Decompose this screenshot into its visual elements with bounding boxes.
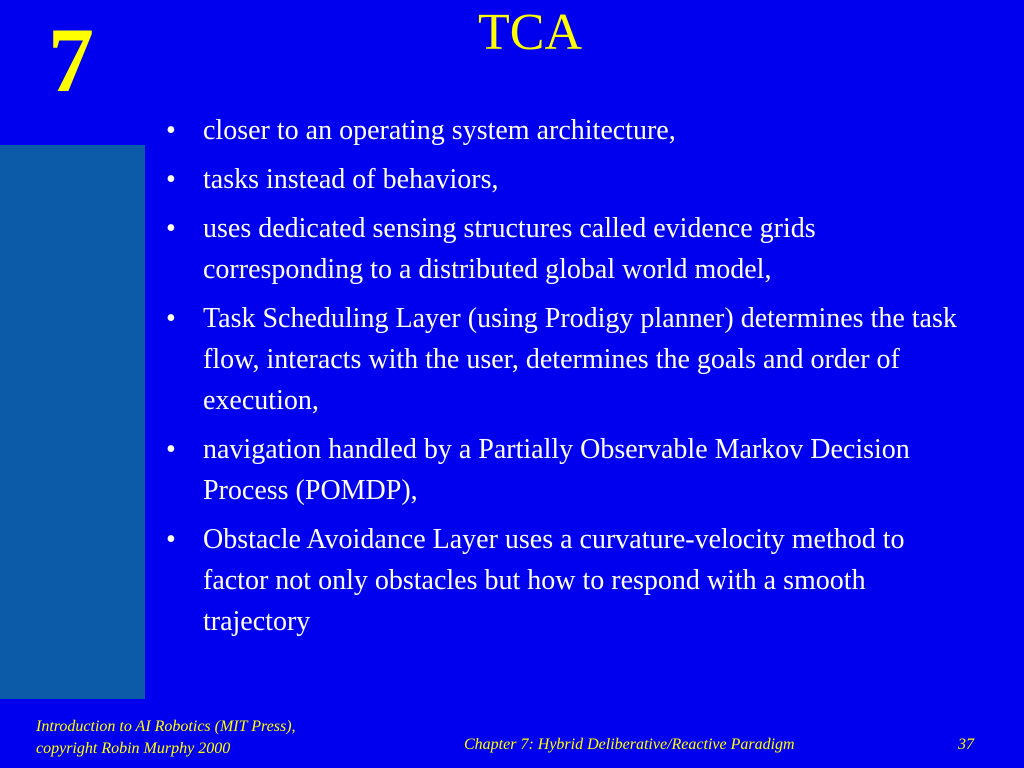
footer-copyright-line: copyright Robin Murphy 2000 (36, 740, 231, 757)
bullet-icon: • (166, 434, 176, 465)
footer-source-line: Introduction to AI Robotics (MIT Press), (36, 718, 296, 735)
bullet-icon: • (166, 524, 176, 555)
bullet-text: uses dedicated sensing structures called evidence grids corresponding to a distributed global world model, (203, 213, 816, 285)
bullet-icon: • (166, 164, 176, 195)
bullet-icon: • (166, 115, 176, 146)
bullet-item (166, 429, 966, 511)
bullet-item (166, 159, 966, 200)
slide-title: TCA (478, 4, 582, 61)
footer-source (36, 716, 296, 760)
side-panel (0, 145, 145, 699)
bullet-item (166, 110, 966, 151)
bullet-text: tasks instead of behaviors, (203, 164, 499, 195)
bullet-icon: • (166, 213, 176, 244)
bullet-text: closer to an operating system architecture, (203, 115, 676, 146)
footer-chapter: Chapter 7: Hybrid Deliberative/Reactive Paradigm (464, 736, 795, 753)
chapter-number: 7 (48, 9, 94, 111)
bullet-item (166, 208, 966, 290)
page-number: 37 (958, 736, 974, 753)
bullet-list (166, 110, 966, 650)
bullet-text: navigation handled by a Partially Observable Markov Decision Process (POMDP), (203, 434, 910, 506)
bullet-item (166, 298, 966, 421)
bullet-text: Task Scheduling Layer (using Prodigy planner) determines the task flow, interacts with the user, determines the goals and order of execution, (203, 303, 957, 416)
bullet-item (166, 519, 966, 642)
bullet-icon: • (166, 303, 176, 334)
bullet-text: Obstacle Avoidance Layer uses a curvature-velocity method to factor not only obstacles but how to respond with a smooth trajectory (203, 524, 905, 637)
